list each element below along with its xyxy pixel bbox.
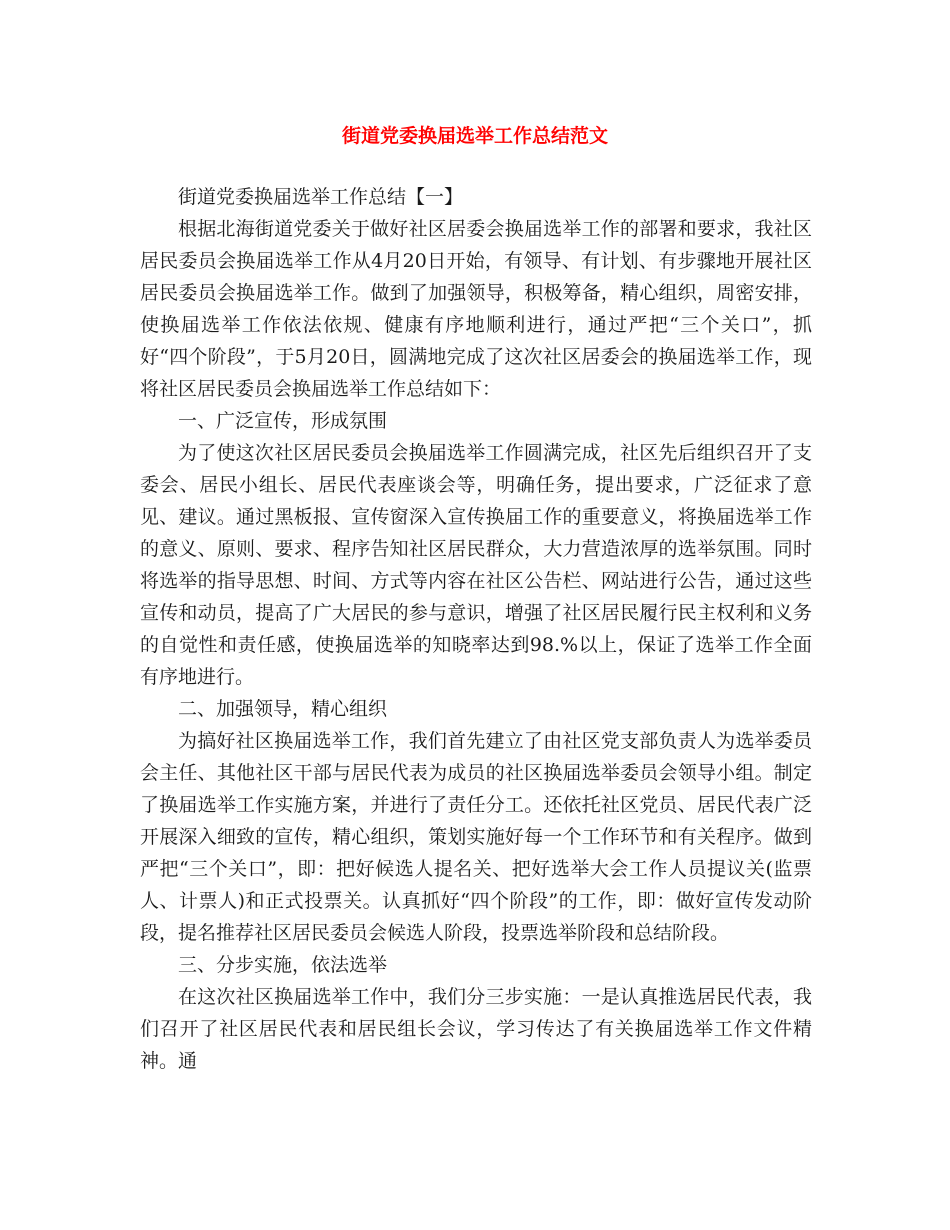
section-heading: 三、分步实施，依法选举 bbox=[178, 954, 388, 976]
paragraph: 根据北海街道党委关于做好社区居委会换届选举工作的部署和要求，我社区居民委员会换届选举工作从4月20日开始，有领导、有计划、有步骤地开展社区居民委员会换届选举工作。做到了加强领导，积极筹备，精心组织，周密安排，使换届选举工作依法依规、健康有序地顺利进行，通过严把“三个关口”，抓好“四个阶段”，于5月20日，圆满地完成了这次社区居委会的换届选举工作，现将社区居民委员会换届选举工作总结如下： bbox=[140, 218, 812, 400]
section-heading: 街道党委换届选举工作总结【一】 bbox=[178, 186, 464, 208]
paragraph: 为搞好社区换届选举工作，我们首先建立了由社区党支部负责人为选举委员会主任、其他社区干部与居民代表为成员的社区换届选举委员会领导小组。制定了换届选举工作实施方案，并进行了责任分工。还依托社区党员、居民代表广泛开展深入细致的宣传，精心组织，策划实施好每一个工作环节和有关程序。做到严把“三个关口”，即：把好候选人提名关、把好选举大会工作人员提议关(监票人、计票人)和正式投票关。认真抓好“四个阶段”的工作，即：做好宣传发动阶段，提名推荐社区居民委员会候选人阶段，投票选举阶段和总结阶段。 bbox=[140, 730, 812, 944]
paragraph: 在这次社区换届选举工作中，我们分三步实施：一是认真推选居民代表，我们召开了社区居民代表和居民组长会议，学习传达了有关换届选举工作文件精神。通 bbox=[140, 986, 812, 1072]
section-heading: 一、广泛宣传，形成氛围 bbox=[178, 410, 388, 432]
paragraph: 为了使这次社区居民委员会换届选举工作圆满完成，社区先后组织召开了支委会、居民小组长、居民代表座谈会等，明确任务，提出要求，广泛征求了意见、建议。通过黑板报、宣传窗深入宣传换届工作的重要意义，将换届选举工作的意义、原则、要求、程序告知社区居民群众，大力营造浓厚的选举氛围。同时将选举的指导思想、时间、方式等内容在社区公告栏、网站进行公告，通过这些宣传和动员，提高了广大居民的参与意识，增强了社区居民履行民主权利和义务的自觉性和责任感，使换届选举的知晓率达到98.%以上，保证了选举工作全面有序地进行。 bbox=[140, 442, 812, 688]
section-heading: 二、加强领导，精心组织 bbox=[178, 698, 388, 720]
document-body bbox=[140, 181, 812, 1077]
document-title: 街道党委换届选举工作总结范文 bbox=[341, 125, 608, 147]
